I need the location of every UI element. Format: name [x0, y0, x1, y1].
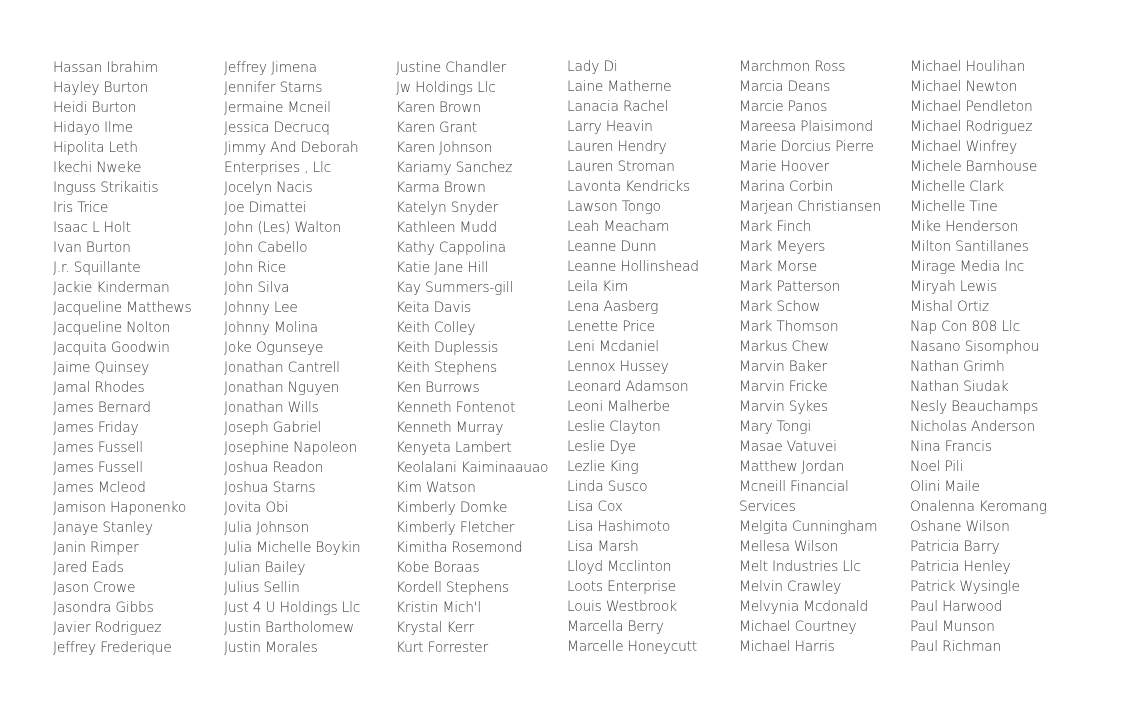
name-entry: Mareesa Plaisimond: [739, 119, 873, 135]
name-entry: Jeffrey Jimena: [224, 60, 317, 76]
name-entry: James Mcleod: [53, 480, 146, 496]
name-entry: Leslie Clayton: [567, 419, 661, 435]
name-entry: Jackie Kinderman: [53, 280, 170, 296]
name-entry: Patrick Wysingle: [910, 579, 1020, 595]
name-entry: Lanacia Rachel: [567, 99, 669, 115]
name-entry: Nasano Sisomphou: [910, 339, 1040, 355]
name-entry: Kenyeta Lambert: [396, 440, 512, 456]
name-entry: Markus Chew: [739, 339, 829, 355]
name-entry: Julia Johnson: [224, 520, 310, 536]
name-entry: Kimberly Fletcher: [396, 520, 515, 536]
name-column-3: [396, 58, 568, 658]
name-entry: Janaye Stanley: [53, 520, 153, 536]
name-entry: Johnny Lee: [224, 300, 298, 316]
name-entry: Lisa Marsh: [567, 539, 639, 555]
name-entry: Mike Henderson: [910, 219, 1019, 235]
name-entry: Matthew Jordan: [739, 459, 845, 475]
name-entry: Marjean Christiansen: [739, 199, 881, 215]
name-entry: Noel Pili: [910, 459, 964, 475]
name-entry: Janin Rimper: [53, 540, 139, 556]
name-entry: Mark Thomson: [739, 319, 839, 335]
name-entry: Michelle Tine: [910, 199, 998, 215]
name-entry: Keita Davis: [396, 300, 471, 316]
name-entry: Kathleen Mudd: [396, 220, 497, 236]
name-entry: John Cabello: [224, 240, 308, 256]
name-entry: Oshane Wilson: [910, 519, 1010, 535]
name-entry: Justin Morales: [224, 640, 318, 656]
name-entry: Josephine Napoleon: [224, 440, 358, 456]
name-entry: Krystal Kerr: [396, 620, 474, 636]
name-entry: J.r. Squillante: [53, 260, 141, 276]
name-entry: Michael Harris: [739, 639, 835, 655]
name-entry: Mark Meyers: [739, 239, 826, 255]
name-entry: Keith Colley: [396, 320, 476, 336]
name-entry: Keolalani Kaiminaauao: [396, 460, 549, 476]
name-entry: Enterprises , Llc: [224, 160, 332, 176]
name-entry: Leni Mcdaniel: [567, 339, 659, 355]
name-entry: Marcella Berry: [567, 619, 664, 635]
name-entry: Masae Vatuvei: [739, 439, 837, 455]
name-entry: Ivan Burton: [53, 240, 131, 256]
name-entry: Nesly Beauchamps: [910, 399, 1039, 415]
name-entry: Patricia Barry: [910, 539, 1000, 555]
name-entry: Mark Patterson: [739, 279, 841, 295]
name-entry: Loots Enterprise: [567, 579, 677, 595]
name-entry: Michael Houlihan: [910, 59, 1026, 75]
name-entry: Jasondra Gibbs: [53, 600, 154, 616]
name-entry: Kathy Cappolina: [396, 240, 506, 256]
name-entry: Joe Dimattei: [224, 200, 307, 216]
name-entry: Johnny Molina: [224, 320, 318, 336]
name-entry: Paul Munson: [910, 619, 995, 635]
name-entry: Jovita Obi: [224, 500, 289, 516]
name-entry: Milton Santillanes: [910, 239, 1029, 255]
name-entry: Joke Ogunseye: [224, 340, 324, 356]
name-entry: Lenette Price: [567, 319, 655, 335]
name-entry: Nap Con 808 Llc: [910, 319, 1020, 335]
name-column-2: [224, 58, 396, 658]
name-entry: Olini Maile: [910, 479, 980, 495]
name-entry: Leonard Adamson: [567, 379, 689, 395]
name-entry: Hayley Burton: [53, 80, 149, 96]
name-entry: Marie Dorcius Pierre: [739, 139, 874, 155]
name-entry: Lennox Hussey: [567, 359, 669, 375]
name-entry: Inguss Strikaitis: [53, 180, 159, 196]
name-entry: Joshua Starns: [224, 480, 316, 496]
name-entry: Jonathan Nguyen: [224, 380, 340, 396]
name-entry: Marvin Baker: [739, 359, 827, 375]
name-entry: Jacqueline Matthews: [53, 300, 192, 316]
name-entry: Jessica Decrucq: [224, 120, 330, 136]
name-entry: Marcelle Honeycutt: [567, 639, 698, 655]
name-entry: Mark Finch: [739, 219, 812, 235]
name-entry: Marchmon Ross: [739, 59, 846, 75]
name-entry: Louis Westbrook: [567, 599, 677, 615]
name-entry: Mark Schow: [739, 299, 821, 315]
name-entry: Kobe Boraas: [396, 560, 480, 576]
name-entry: Larry Heavin: [567, 119, 653, 135]
name-entry: Kimitha Rosemond: [396, 540, 523, 556]
name-entry: Jw Holdings Llc: [396, 80, 496, 96]
name-entry: Karen Grant: [396, 120, 478, 136]
name-column-4: [567, 57, 739, 657]
name-entry: Kimberly Domke: [396, 500, 508, 516]
name-entry: James Bernard: [53, 400, 151, 416]
name-entry: Michael Courtney: [739, 619, 857, 635]
name-entry: Mary Tongi: [739, 419, 811, 435]
name-entry: Lauren Hendry: [567, 139, 667, 155]
name-entry: Keith Duplessis: [396, 340, 499, 356]
name-entry: Kay Summers-gill: [396, 280, 514, 296]
name-entry: Lloyd Mcclinton: [567, 559, 672, 575]
name-entry: John Silva: [224, 280, 290, 296]
name-entry: Patricia Henley: [910, 559, 1011, 575]
name-entry: Mishal Ortiz: [910, 299, 989, 315]
name-entry: Jared Eads: [53, 560, 124, 576]
name-entry: Marvin Sykes: [739, 399, 828, 415]
name-entry: Ken Burrows: [396, 380, 480, 396]
name-entry: Jonathan Wills: [224, 400, 319, 416]
name-entry: Marcia Deans: [739, 79, 831, 95]
name-entry: Marvin Fricke: [739, 379, 828, 395]
name-entry: Hassan Ibrahim: [53, 60, 158, 76]
name-entry: Katelyn Snyder: [396, 200, 499, 216]
name-entry: Karen Brown: [396, 100, 481, 116]
name-entry: Julian Bailey: [224, 560, 306, 576]
name-entry: Leanne Dunn: [567, 239, 657, 255]
name-entry: John (Les) Walton: [224, 220, 341, 236]
name-column-1: [53, 58, 225, 658]
name-entry: Jacqueline Nolton: [53, 320, 171, 336]
name-entry: Katie Jane Hill: [396, 260, 489, 276]
name-entry: Hipolita Leth: [53, 140, 138, 156]
name-column-6: [910, 57, 1082, 657]
name-entry: Karen Johnson: [396, 140, 493, 156]
name-entry: Services: [739, 499, 796, 515]
name-entry: Michael Pendleton: [910, 99, 1033, 115]
name-entry: Kordell Stephens: [396, 580, 509, 596]
name-entry: Marina Corbin: [739, 179, 833, 195]
name-entry: James Fussell: [53, 460, 143, 476]
name-entry: Laine Matherne: [567, 79, 672, 95]
name-entry: Heidi Burton: [53, 100, 137, 116]
name-entry: Jimmy And Deborah: [224, 140, 359, 156]
name-entry: Marie Hoover: [739, 159, 829, 175]
name-entry: Mcneill Financial: [739, 479, 849, 495]
name-entry: Jocelyn Nacis: [224, 180, 313, 196]
name-entry: Julius Sellin: [224, 580, 300, 596]
name-entry: Marcie Panos: [739, 99, 828, 115]
name-entry: Lezlie King: [567, 459, 639, 475]
name-entry: Onalenna Keromang: [910, 499, 1047, 515]
name-entry: Michelle Clark: [910, 179, 1004, 195]
name-entry: Leslie Dye: [567, 439, 636, 455]
name-entry: Jonathan Cantrell: [224, 360, 340, 376]
name-entry: John Rice: [224, 260, 287, 276]
name-entry: Justine Chandler: [396, 60, 506, 76]
name-entry: Lena Aasberg: [567, 299, 659, 315]
name-entry: Paul Harwood: [910, 599, 1003, 615]
name-entry: Michael Rodriguez: [910, 119, 1033, 135]
name-entry: Ikechi Nweke: [53, 160, 142, 176]
name-entry: Lisa Cox: [567, 499, 623, 515]
name-column-5: [739, 57, 911, 657]
name-entry: Mirage Media Inc: [910, 259, 1025, 275]
name-entry: Justin Bartholomew: [224, 620, 355, 636]
name-entry: Melt Industries Llc: [739, 559, 861, 575]
name-entry: Kenneth Murray: [396, 420, 504, 436]
name-entry: Lauren Stroman: [567, 159, 675, 175]
name-entry: Kim Watson: [396, 480, 476, 496]
name-entry: Nathan Grimh: [910, 359, 1005, 375]
name-entry: Lady Di: [567, 59, 618, 75]
name-entry: Michele Barnhouse: [910, 159, 1038, 175]
name-entry: Jennifer Starns: [224, 80, 323, 96]
name-entry: Jamal Rhodes: [53, 380, 145, 396]
name-entry: Michael Winfrey: [910, 139, 1018, 155]
name-entry: Leah Meacham: [567, 219, 670, 235]
name-entry: Melvin Crawley: [739, 579, 842, 595]
name-entry: Iris Trice: [53, 200, 109, 216]
name-entry: Kenneth Fontenot: [396, 400, 516, 416]
name-entry: Jeffrey Frederique: [53, 640, 172, 656]
name-entry: Linda Susco: [567, 479, 648, 495]
name-entry: Julia Michelle Boykin: [224, 540, 361, 556]
name-entry: Mark Morse: [739, 259, 818, 275]
name-entry: Kurt Forrester: [396, 640, 488, 656]
name-entry: Lawson Tongo: [567, 199, 661, 215]
name-entry: Paul Richman: [910, 639, 1002, 655]
name-entry: Nathan Siudak: [910, 379, 1009, 395]
name-entry: Joseph Gabriel: [224, 420, 322, 436]
name-entry: Kristin Mich'l: [396, 600, 482, 616]
name-entry: Lavonta Kendricks: [567, 179, 690, 195]
name-entry: Melgita Cunningham: [739, 519, 878, 535]
name-entry: Michael Newton: [910, 79, 1018, 95]
name-entry: Jermaine Mcneil: [224, 100, 331, 116]
name-entry: Melvynia Mcdonald: [739, 599, 869, 615]
name-entry: Jaime Quinsey: [53, 360, 150, 376]
name-entry: James Friday: [53, 420, 139, 436]
name-entry: Jamison Haponenko: [53, 500, 187, 516]
name-entry: James Fussell: [53, 440, 143, 456]
name-entry: Isaac L Holt: [53, 220, 131, 236]
name-entry: Jason Crowe: [53, 580, 136, 596]
name-entry: Kariamy Sanchez: [396, 160, 513, 176]
name-entry: Leoni Malherbe: [567, 399, 670, 415]
name-entry: Leila Kim: [567, 279, 628, 295]
name-entry: Leanne Hollinshead: [567, 259, 699, 275]
name-entry: Javier Rodriguez: [53, 620, 162, 636]
name-entry: Keith Stephens: [396, 360, 497, 376]
name-entry: Hidayo Ilme: [53, 120, 134, 136]
name-entry: Joshua Readon: [224, 460, 324, 476]
name-entry: Mellesa Wilson: [739, 539, 839, 555]
name-entry: Jacquita Goodwin: [53, 340, 170, 356]
name-entry: Just 4 U Holdings Llc: [224, 600, 361, 616]
name-entry: Nina Francis: [910, 439, 992, 455]
name-entry: Lisa Hashimoto: [567, 519, 671, 535]
name-entry: Nicholas Anderson: [910, 419, 1035, 435]
name-entry: Karma Brown: [396, 180, 486, 196]
name-entry: Miryah Lewis: [910, 279, 997, 295]
